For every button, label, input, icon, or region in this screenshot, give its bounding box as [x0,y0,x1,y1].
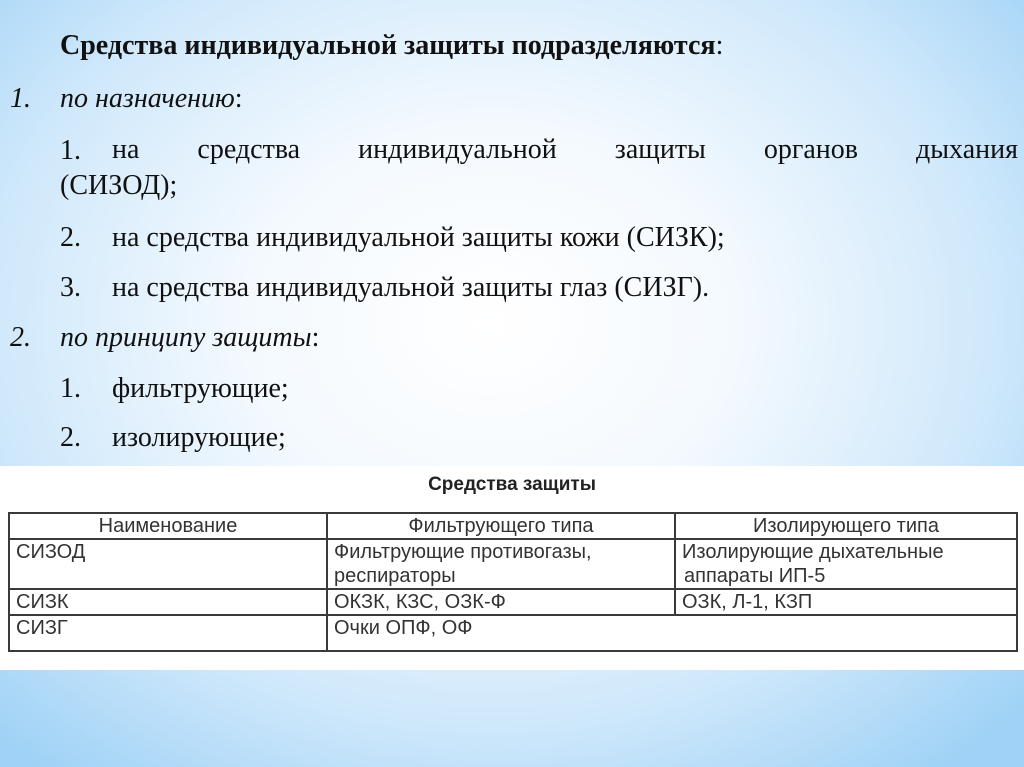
table-header-row [9,513,1017,539]
item-word: защиты [614,134,706,165]
item-word: органов [763,134,858,165]
heading-text: Средства индивидуальной защиты подразделяются [60,30,716,61]
list-item-respiratory [60,132,1018,204]
table-cell-isolating: Изолирующие дыхательные аппараты ИП-5 [675,539,1017,589]
item-number: 2. [60,222,81,253]
item-text: фильтрующие; [112,373,289,404]
table-cell-filtering: ОКЗК, КЗС, ОЗК-Ф [327,589,675,615]
item-number: 2. [60,422,81,453]
heading-colon: : [715,30,724,61]
item-text: на средства индивидуальной защиты глаз (СИЗГ). [112,272,710,303]
item-continuation: (СИЗОД); [60,170,178,201]
item-text: изолирующие; [112,422,286,453]
item-word: на [112,134,140,165]
protection-table-panel [0,466,1024,670]
item-word: дыхания [916,134,1018,165]
protection-table [8,512,1018,652]
table-cell-filtering: Очки ОПФ, ОФ [327,615,1017,651]
column-header-filtering: Фильтрующего типа [327,513,675,539]
section-title: по назначению: [60,83,243,114]
table-cell-name: СИЗГ [9,615,327,651]
table-cell-isolating: ОЗК, Л-1, КЗП [675,589,1017,615]
item-word: средства [197,134,301,165]
table-cell-name: СИЗОД [9,539,327,589]
item-number: 1. [60,135,81,166]
table-cell-name: СИЗК [9,589,327,615]
item-number: 1. [60,373,81,404]
item-number: 3. [60,272,81,303]
item-text: на средства индивидуальной защиты кожи (СИЗК); [112,222,725,253]
section-title: по принципу защиты: [60,322,320,353]
item-word: индивидуальной [358,134,557,165]
table-cell-filtering: Фильтрующие противогазы, респираторы [327,539,675,589]
column-header-isolating: Изолирующего типа [675,513,1017,539]
table-title: Средства защиты [428,474,596,495]
table-row [9,615,1017,651]
table-row [9,589,1017,615]
section-number: 2. [10,322,31,353]
section-number: 1. [10,83,31,114]
table-row [9,539,1017,589]
slide-heading [60,30,723,62]
column-header-name: Наименование [9,513,327,539]
